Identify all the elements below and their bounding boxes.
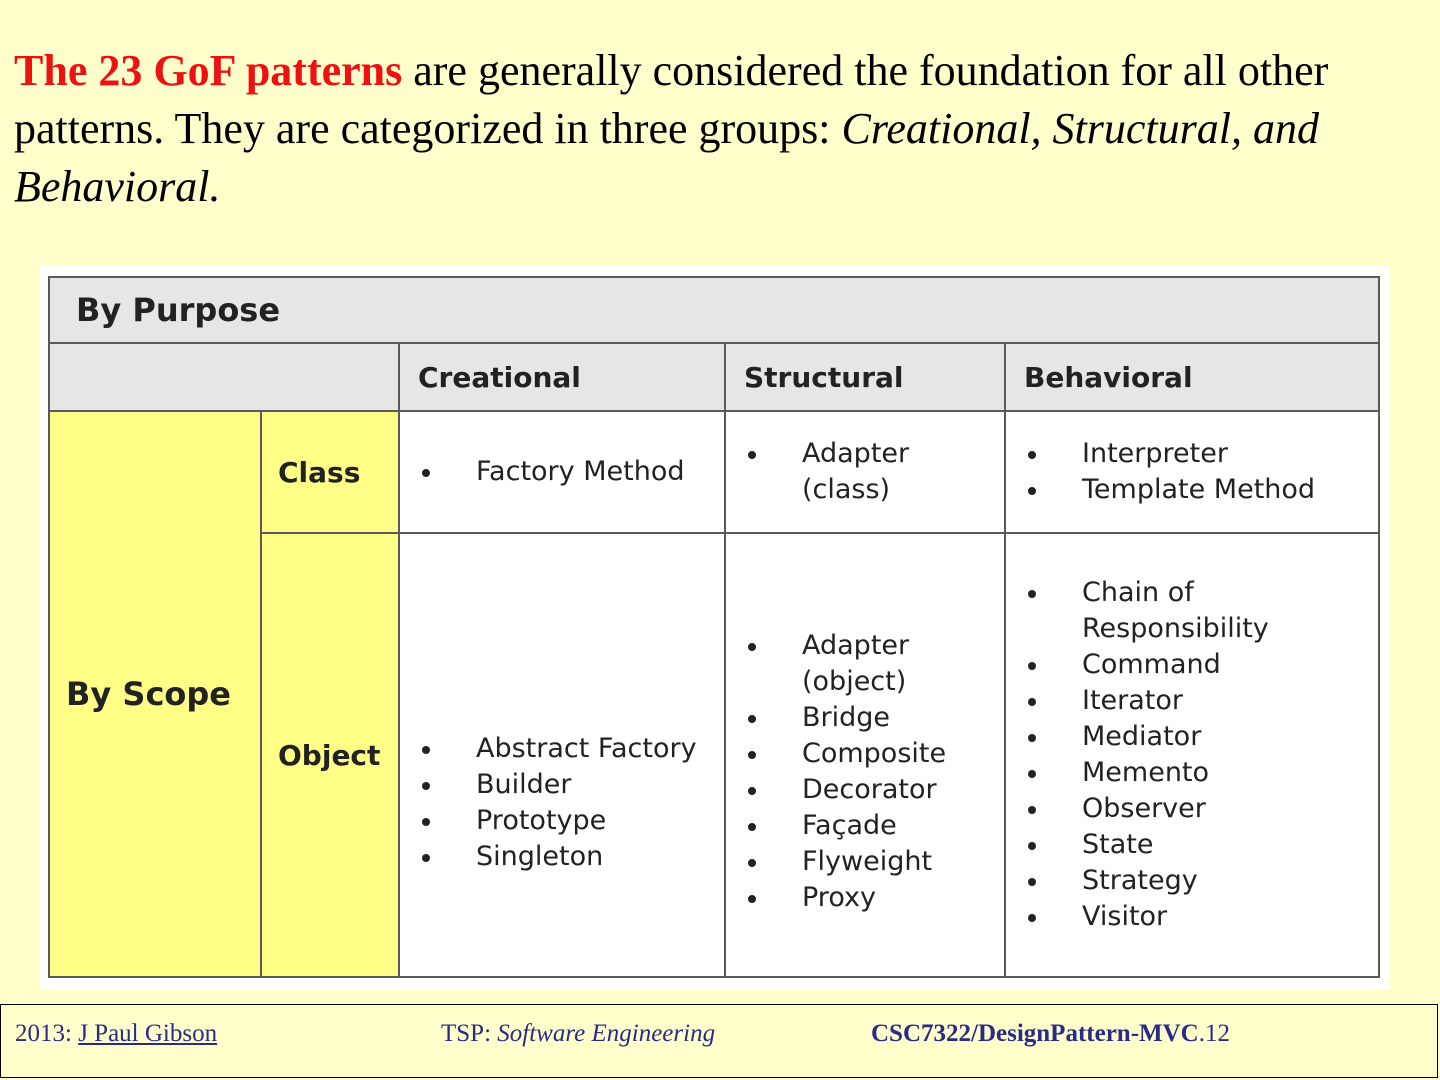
intro-categories: Creational, Structural, and Behavioral. xyxy=(14,104,1320,211)
pattern-item: Strategy xyxy=(1024,863,1274,899)
pattern-item: Flyweight xyxy=(744,844,944,880)
intro-text: are generally considered the foundation for all other patterns. They are categorized in three groups: xyxy=(14,46,1329,153)
pattern-item: Decorator xyxy=(744,772,944,808)
pattern-list xyxy=(1006,575,1274,935)
footer-slide-code xyxy=(871,1020,1230,1048)
gof-patterns-table xyxy=(48,276,1380,978)
pattern-item: Adapter (object) xyxy=(744,628,944,700)
pattern-item: Factory Method xyxy=(418,454,724,490)
column-header-creational: Creational xyxy=(399,343,725,411)
pattern-item: Memento xyxy=(1024,755,1274,791)
pattern-item: Interpreter xyxy=(1024,436,1378,472)
pattern-item: State xyxy=(1024,827,1274,863)
pattern-item: Composite xyxy=(744,736,944,772)
pattern-item: Proxy xyxy=(744,880,944,916)
pattern-list xyxy=(1006,436,1378,508)
gof-table-image xyxy=(40,266,1390,990)
footer-year: 2013: xyxy=(15,1020,79,1047)
footer-course: Software Engineering xyxy=(497,1020,716,1047)
object-behavioral-cell xyxy=(1005,533,1379,977)
pattern-item: Abstract Factory xyxy=(418,731,724,767)
pattern-item: Singleton xyxy=(418,839,724,875)
footer-page-number: .12 xyxy=(1198,1020,1230,1047)
class-structural-cell xyxy=(725,411,1005,533)
pattern-item: Bridge xyxy=(744,700,944,736)
footer-author-segment xyxy=(15,1020,217,1048)
pattern-item: Façade xyxy=(744,808,944,844)
author-link[interactable]: J Paul Gibson xyxy=(78,1020,218,1047)
intro-paragraph xyxy=(14,42,1414,216)
pattern-list xyxy=(726,628,947,916)
footer-org: TSP: xyxy=(441,1020,498,1047)
pattern-item: Adapter (class) xyxy=(744,436,894,508)
pattern-item: Builder xyxy=(418,767,724,803)
object-creational-cell xyxy=(399,533,725,977)
class-behavioral-cell xyxy=(1005,411,1379,533)
pattern-item: Visitor xyxy=(1024,899,1274,935)
object-structural-cell xyxy=(725,533,1005,977)
row-label-class: Class xyxy=(261,411,399,533)
slide-footer xyxy=(0,1004,1438,1078)
corner-cell xyxy=(49,343,399,411)
pattern-item: Observer xyxy=(1024,791,1274,827)
row-label-object: Object xyxy=(261,533,399,977)
footer-course-segment xyxy=(441,1020,715,1048)
pattern-item: Iterator xyxy=(1024,683,1274,719)
column-header-structural: Structural xyxy=(725,343,1005,411)
intro-highlight: The 23 GoF patterns xyxy=(14,46,403,95)
footer-code: CSC7322/DesignPattern-MVC xyxy=(871,1020,1199,1047)
pattern-item: Chain of Responsibility xyxy=(1024,575,1274,647)
pattern-item: Prototype xyxy=(418,803,724,839)
pattern-list xyxy=(400,454,724,490)
by-purpose-header: By Purpose xyxy=(49,277,1379,343)
by-scope-label: By Scope xyxy=(49,411,261,977)
column-header-behavioral: Behavioral xyxy=(1005,343,1379,411)
pattern-item: Command xyxy=(1024,647,1274,683)
pattern-list xyxy=(726,436,910,508)
pattern-list xyxy=(400,731,724,875)
pattern-item: Mediator xyxy=(1024,719,1274,755)
pattern-item: Template Method xyxy=(1024,472,1378,508)
class-creational-cell xyxy=(399,411,725,533)
